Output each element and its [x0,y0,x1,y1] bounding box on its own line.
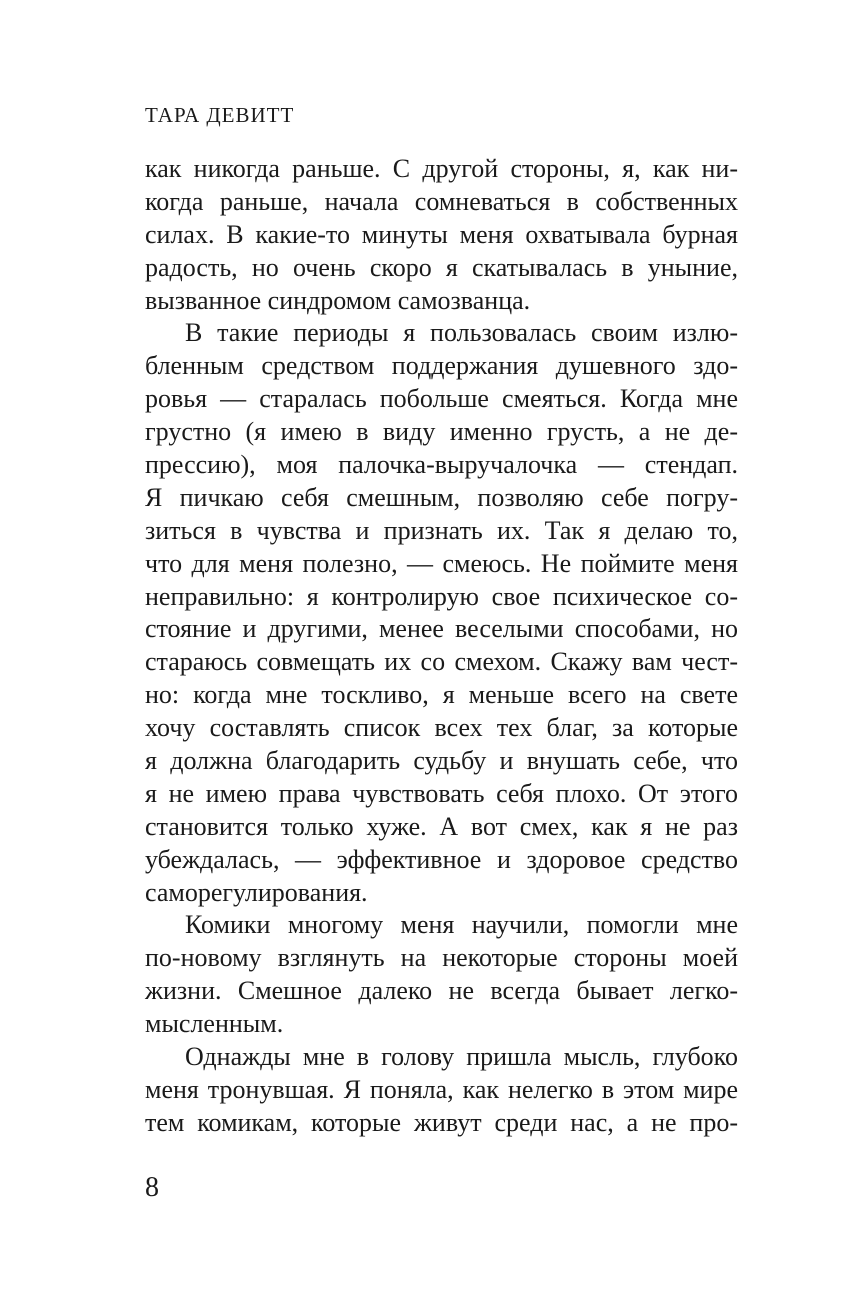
text-line: я не имею права чувствовать себя плохо. От этого [145,778,738,808]
text-line: хочу составлять список всех тех благ, за которые [145,713,738,743]
text-line: неправильно: я контролирую свое психическое со- [145,581,738,611]
text-line: бленным средством поддержания душевного здо- [145,351,738,381]
text-line: саморегулирования. [145,877,368,907]
text-line: прессию), моя палочка-выручалочка — стендап. [145,450,738,480]
text-line: ровья — старалась побольше смеяться. Когда мне [145,384,738,414]
page-number: 8 [145,1172,159,1203]
text-line: стояние и другими, менее веселыми способами, но [145,614,738,644]
text-line: вызванное синдромом самозванца. [145,285,531,315]
text-line: силах. В какие-то минуты меня охватывала бурная [145,219,738,249]
text-line: стараюсь совмещать их со смехом. Скажу вам чест- [145,647,738,677]
text-line: грустно (я имею в виду именно грусть, а не де- [145,417,738,447]
text-line: Однажды мне в голову пришла мысль, глубоко [185,1042,738,1072]
text-line: но: когда мне тоскливо, я меньше всего на свете [145,680,738,710]
text-line: становится только хуже. А вот смех, как я не раз [145,811,738,841]
text-line: жизни. Смешное далеко не всегда бывает легко- [145,976,738,1006]
text-line: как никогда раньше. С другой стороны, я, как ни- [145,154,738,183]
text-line: я должна благодарить судьбу и внушать себе, что [145,746,738,776]
text-line: по-новому взглянуть на некоторые стороны моей [145,943,738,973]
text-line: убеждалась, — эффективное и здоровое средство [145,844,738,874]
running-head: ТАРА ДЕВИТТ [145,103,295,127]
text-line: зиться в чувства и признать их. Так я делаю то, [145,515,738,545]
text-line: Комики многому меня научили, помогли мне [185,910,738,940]
text-line: когда раньше, начала сомневаться в собственных [145,186,738,216]
text-line: Я пичкаю себя смешным, позволяю себе погру- [145,482,738,512]
page-body-text [145,153,738,1140]
text-line: тем комикам, которые живут среди нас, а не про- [145,1107,738,1137]
text-line: меня тронувшая. Я поняла, как нелегко в этом мире [145,1074,738,1104]
text-line: В такие периоды я пользовалась своим излю- [185,318,738,348]
text-line: что для меня полезно, — смеюсь. Не поймите меня [145,548,738,578]
text-line: радость, но очень скоро я скатывалась в уныние, [145,252,738,282]
text-line: мысленным. [145,1009,284,1039]
